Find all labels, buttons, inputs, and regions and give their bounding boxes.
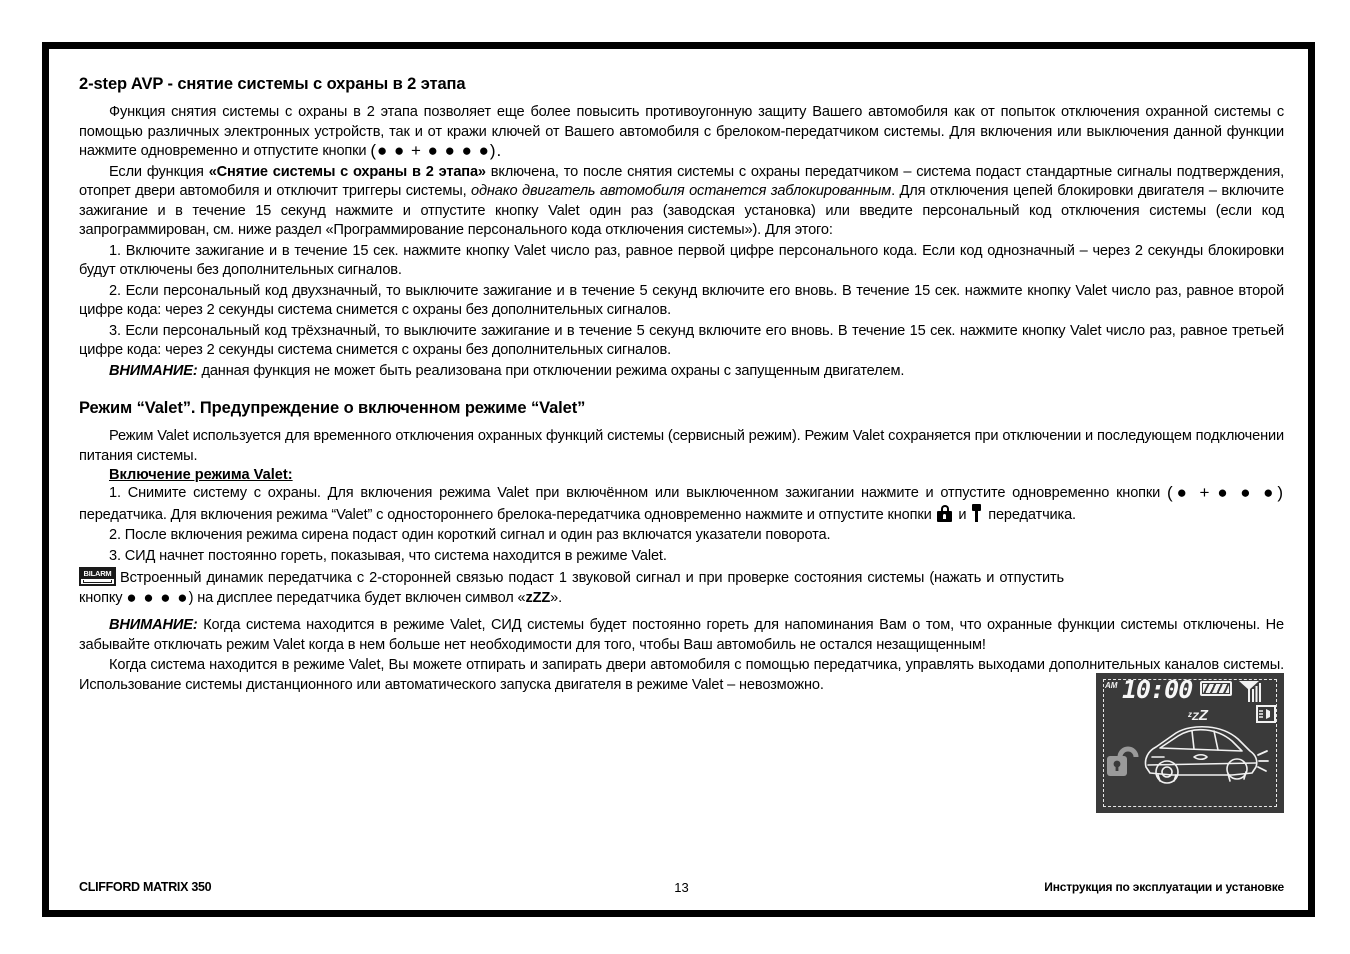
avp-step-2: 2. Если персональный код двухзначный, то выключите зажигание и в течение 5 секунд включите его вновь. В течение 15 сек. нажмите кнопку Valet число раз, равное второй цифре кода: через 2 секунды система снимется с охраны без дополнительных сигналов.: [79, 282, 1284, 318]
avp-detail-part3: . Для отключения цепей блокировки двигателя – включите зажигание и в течение 15 секунд нажмите и отпустите кнопку Valet один раз (заводская установка) или введите персональный код отключения системы (если код запрограммирован, см. ниже раздел «Программирование персонального кода отключения системы»). Для этого:: [79, 183, 1285, 238]
valet-step-1-text-a: 1. Снимите систему с охраны. Для включения режима Valet при включённом или выключенном зажигании нажмите и отпустите одновременно кнопки: [109, 485, 1168, 501]
avp-attention-note: [79, 362, 1284, 382]
valet-step-2: 2. После включения режима сирена подаст один короткий сигнал и один раз включатся указатели поворота.: [109, 527, 831, 543]
bilarm-logo-text: BILARM: [81, 569, 114, 579]
button-sequence-avp-toggle: (● ● + ● ● ● ●).: [370, 141, 503, 160]
avp-engine-note: однако двигатель автомобиля останется заблокированным: [471, 183, 892, 199]
avp-step-1: 1. Включите зажигание и в течение 15 сек. нажмите кнопку Valet число раз, равное первой цифре персонального кода. Если код однозначный – через 2 секунды блокировки будут отключены без дополнительных сигналов.: [79, 242, 1284, 278]
signal-antenna-icon: [1236, 679, 1262, 703]
footer-product-name: CLIFFORD MATRIX 350: [79, 880, 212, 894]
page-footer: [79, 880, 1284, 900]
valet-attention-note: [79, 616, 1284, 655]
lcd-clock-time: 10:00: [1122, 675, 1193, 704]
remote-lcd-display: [1096, 673, 1284, 813]
avp-detail-part2: включена, то после снятия системы с охраны передатчиком – система подаст стандартные сигналы подтверждения, отопрет двери автомобиля и отключит триггеры системы,: [79, 163, 1284, 199]
footer-page-number: 13: [674, 880, 689, 895]
attention-text-avp: данная функция не может быть реализована при отключении режима охраны с запущенным двигателем.: [197, 362, 905, 379]
attention-label-avp: ВНИМАНИЕ:: [109, 362, 198, 379]
valet-step-3: 3. СИД начнет постоянно гореть, показывая, что система находится в режиме Valet.: [109, 547, 667, 564]
section-title-avp: 2-step AVP - снятие системы с охраны в 2 этапа: [79, 75, 466, 93]
paragraph-valet-intro: Режим Valet используется для временного отключения охранных функций системы (сервисный режим). Режим Valet сохраняется при отключении и последующем подключении питания системы.: [79, 428, 1284, 464]
avp-step-3: 3. Если персональный код трёхзначный, то выключите зажигание и в течение 5 секунд включите его вновь. В течение 15 сек. нажмите кнопку Valet число раз, равное третьей цифре кода: через 2 секунды система снимется с охраны без дополнительных сигналов.: [79, 322, 1284, 358]
avp-feature-name: «Снятие системы с охраны в 2 этапа»: [208, 163, 486, 180]
footer-manual-title: Инструкция по эксплуатации и установке: [1044, 880, 1284, 894]
speaker-note-a: Встроенный динамик передатчика с 2-сторонней связью подаст 1 звуковой сигнал и при проверке состояния системы (нажать и отпустить кнопку: [79, 570, 1064, 606]
button-sequence-valet-cont: ● ● ●): [1217, 483, 1284, 502]
sleep-zzz-indicator: $^z$ZZ: [1188, 707, 1208, 724]
lcd-am-label: AM: [1105, 681, 1118, 690]
button-sequence-status-check: ● ● ● ●: [126, 587, 189, 607]
trunk-key-icon: [972, 504, 981, 522]
bilarm-logo-icon: [79, 567, 116, 586]
button-sequence-valet-open: (● +: [1167, 483, 1211, 502]
valet-speaker-note: [79, 567, 1064, 608]
section-title-valet: Режим “Valet”. Предупреждение о включенном режиме “Valet”: [79, 399, 586, 417]
valet-step-1-text-c: передатчика.: [984, 506, 1076, 523]
avp-detail-part1: Если функция: [109, 163, 209, 180]
attention-text-valet: Когда система находится в режиме Valet, СИД системы будет постоянно гореть для напоминания Вам о том, что охранные функции системы отключены. Не забывайте отключать режим Valet когда в нем больше нет необходимости для того, чтобы Ваш автомобиль не остался незащищенным!: [79, 617, 1284, 653]
paragraph-avp-intro-text: Функция снятия системы с охраны в 2 этапа позволяет еще более повысить противоугонную защиту Вашего автомобиля как от попыток отключения охранной системы с помощью различных электронных устройств, так и от кражи ключей от Вашего автомобиля с брелоком-передатчиком системы. Для включения или выключения данной функции нажмите одновременно и отпустите кнопки: [79, 104, 1284, 159]
paragraph-avp-detail: [79, 163, 1284, 241]
paragraph-avp-intro: [79, 103, 1284, 162]
speaker-note-c: ».: [550, 589, 563, 606]
battery-icon: [1200, 681, 1232, 696]
subheading-valet-enable: Включение режима Valet:: [109, 467, 293, 483]
attention-label-valet: ВНИМАНИЕ:: [109, 617, 198, 633]
valet-closing-paragraph: Когда система находится в режиме Valet, Вы можете отпирать и запирать двери автомобиля с помощью передатчика, управлять выходами дополнительных каналов системы. Использование системы дистанционного или автоматического запуска двигателя в режиме Valet – невозможно.: [79, 657, 1284, 693]
page-border: [42, 42, 1315, 917]
valet-step-1-text-b: передатчика. Для включения режима “Valet” с одностороннего брелока-передатчика одновременно нажмите и отпустите кнопки: [79, 506, 936, 523]
speaker-note-b: ) на дисплее передатчика будет включен символ «: [188, 589, 526, 606]
lock-icon: [937, 505, 952, 522]
valet-step-1: [79, 484, 1284, 525]
page-content: [79, 75, 1284, 900]
valet-step-1-and: и: [954, 506, 971, 523]
car-illustration: [1134, 717, 1269, 791]
zzz-symbol-text: zZZ: [525, 589, 551, 606]
